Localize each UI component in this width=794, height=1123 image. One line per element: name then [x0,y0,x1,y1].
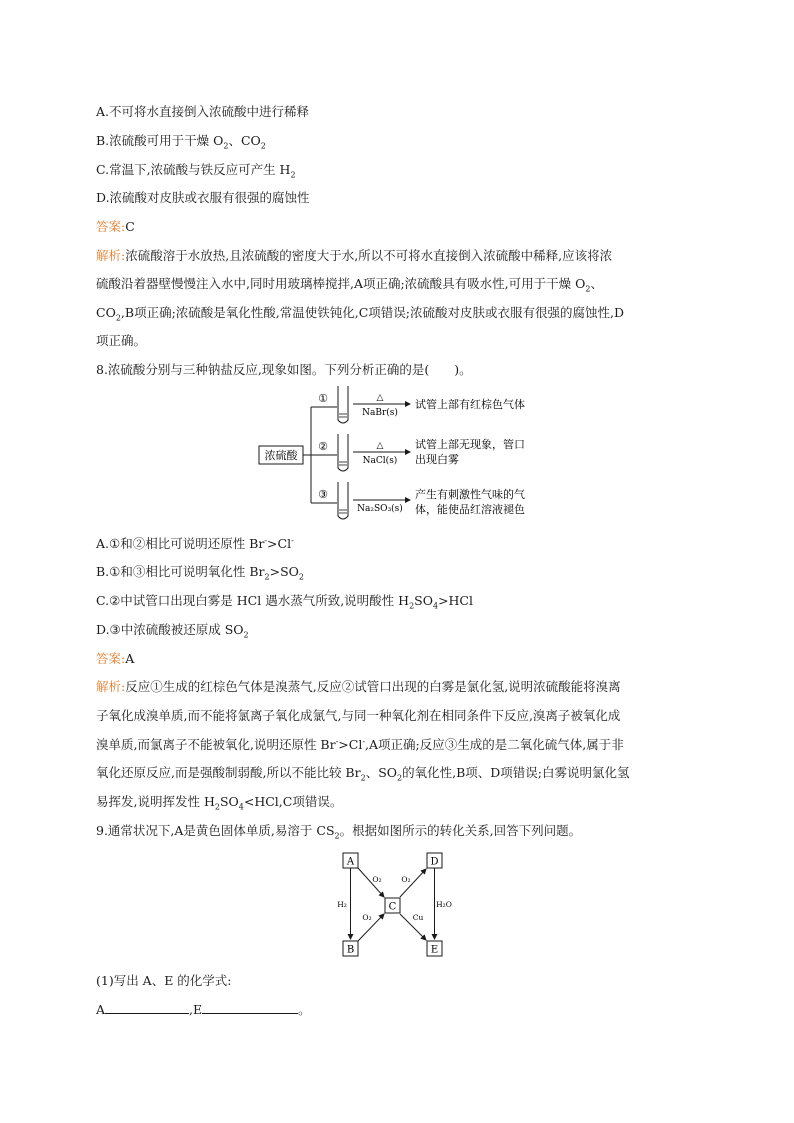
q9-stem: 9.通常状况下,A是黄色固体单质,易溶于 $CS_2$。根据如图所示的转化关系,回答下列问题。 [96,823,582,841]
q9-label-a-b: H₂ [337,900,347,909]
q7-option-d: D.浓硫酸对皮肤或衣服有很强的腐蚀性 [96,190,310,205]
q8-branch3-result-line1: 产生有刺激性气味的气 [415,488,525,501]
q8-option-d: D.③中浓硫酸被还原成 $SO_2$ [96,622,249,640]
q8-option-a: A.①和②相比可说明还原性 Br->Cl- [96,535,294,551]
q7-explanation-line4: 项正确。 [96,333,147,348]
q8-branch3-number: ③ [318,488,328,501]
q8-explanation-line2: 子氧化成溴单质,而不能将氯离子氧化成氯气,与同一种氧化剂在相同条件下反应,溴离子被氧化成 [96,708,621,723]
q9-node-d: D [430,856,439,868]
q9-label-a-c: O₂ [372,875,382,884]
q8-explanation-line4: 氧化还原反应,而是强酸制弱酸,所以不能比较 $Br_2$、$SO_2$的氧化性,B项、D项错误;白雾说明氯化氢 [96,765,630,783]
q9-label-c-d: O₂ [401,875,411,884]
q8-answer: 答案:A [96,651,135,666]
q8-branch3-reagent: Na₂SO₃(s) [357,504,403,514]
q8-branch1-number: ① [318,392,328,405]
q7-option-b: B.浓硫酸可用于干燥 $O_2$、$CO_2$ [96,133,266,151]
q7-explanation-line3: $CO_2,B$项正确;浓硫酸是氧化性酸,常温使铁钝化,C项错误;浓硫酸对皮肤或衣服有很强的腐蚀性,D [96,305,624,323]
q8-explanation-line5: 易挥发,说明挥发性 $H_2SO_4<HCl,C$项错误。 [96,794,343,812]
q8-test-tube-3-icon [338,482,348,519]
q9-label-c-e: Cu [412,913,424,922]
q7-option-a: A.不可将水直接倒入浓硫酸中进行稀释 [96,104,310,119]
q9-node-c: C [388,901,397,913]
q8-branch2-reagent: NaCl(s) [362,456,398,466]
q7-explanation-line1: 解析:浓硫酸溶于水放热,且浓硫酸的密度大于水,所以不可将水直接倒入浓硫酸中稀释,应该将浓 [96,248,613,263]
q9-node-e: E [430,944,439,956]
q8-branch1-reagent: NaBr(s) [362,408,398,418]
q9-label-d-e: H₂O [436,900,452,909]
q8-branch3-result-line2: 体，能使品红溶液褪色 [415,503,525,516]
q9-node-a: A [346,856,355,868]
q7-explanation-line2: 硫酸沿着器壁慢慢注入水中,同时用玻璃棒搅拌,A项正确;浓硫酸具有吸水性,可用于干燥 $O_2$、 [96,276,603,294]
q9-blank-e[interactable] [202,1001,298,1014]
q8-option-c: C.②中试管口出现白雾是 HCl 遇水蒸气所致,说明酸性 $H_2SO_4>HCl$ [96,593,473,611]
q9-answer-blanks: A ,E 。 [96,1002,311,1017]
q9-blank-a[interactable] [105,1001,189,1014]
q8-branch2-result-line1: 试管上部无现象，管口 [415,438,525,451]
q8-branch2-result-line2: 出现白雾 [415,453,459,466]
q8-reaction-diagram [255,384,555,524]
q8-option-b: B.①和③相比可说明氧化性 $Br_2>SO_2$ [96,564,304,582]
q8-branch1-result-line1: 试管上部有红棕色气体 [415,398,525,411]
q9-node-b: B [346,944,355,956]
q7-option-c: C.常温下,浓硫酸与铁反应可产生 $H_2$ [96,162,296,180]
q8-stem: 8.浓硫酸分别与三种钠盐反应,现象如图。下列分析正确的是( )。 [96,362,472,377]
q8-explanation-line1: 解析:反应①生成的红棕色气体是溴蒸气,反应②试管口出现的白雾是氯化氢,说明浓硫酸能将溴离 [96,679,621,694]
q8-branch2-number: ② [318,440,328,453]
q8-test-tube-1-icon [338,386,348,423]
q9-label-b-c: O₂ [362,913,372,922]
q8-branch2-heat: △ [376,441,384,451]
q8-branch1-heat: △ [376,393,384,403]
q8-source-label: 浓硫酸 [264,449,298,462]
q7-answer: 答案:C [96,219,135,234]
q8-explanation-line3: 溴单质,而氯离子不能被氧化,说明还原性 Br->Cl-,A项正确;反应③生成的是二氧化硫气体,属于非 [96,736,624,752]
q9-conversion-diagram [336,848,450,962]
q8-test-tube-2-icon [338,434,348,471]
q9-sub1: (1)写出 A、E 的化学式: [96,973,232,988]
